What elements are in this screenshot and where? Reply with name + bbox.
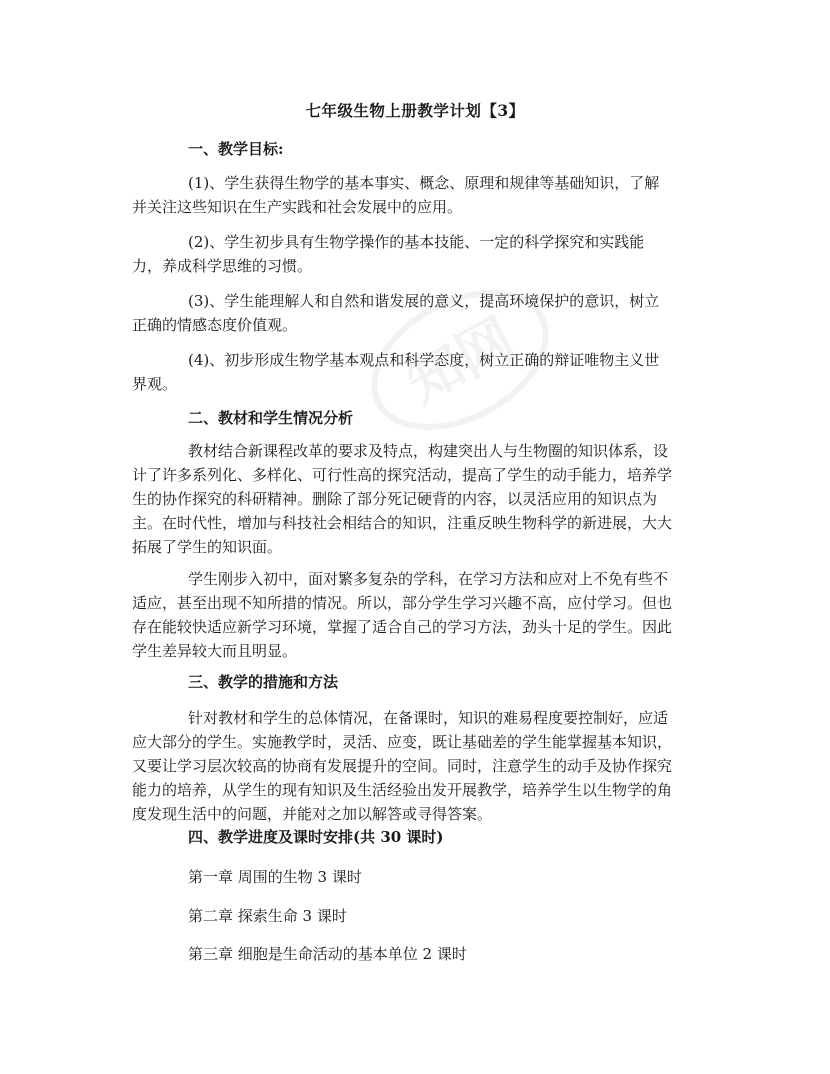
chapter-3: 第三章 细胞是生命活动的基本单位 2 课时 — [188, 945, 467, 963]
section-heading-schedule: 四、教学进度及课时安排(共 30 课时) — [188, 828, 444, 846]
paragraph-objective-1: (1)、学生获得生物学的基本事实、概念、原理和规律等基础知识，了解 并关注这些知识在生产实践和社会发展中的应用。 — [132, 174, 660, 216]
section-heading-analysis: 二、教材和学生情况分析 — [188, 409, 354, 427]
paragraph-objective-3: (3)、学生能理解人和自然和谐发展的意义，提高环境保护的意识，树立 正确的情感态度价值观。 — [132, 292, 660, 334]
chapter-1: 第一章 周围的生物 3 课时 — [188, 868, 362, 886]
section-heading-objectives: 一、教学目标: — [188, 140, 284, 158]
section-heading-methods: 三、教学的措施和方法 — [188, 673, 339, 691]
document-title: 七年级生物上册教学计划【3】 — [305, 101, 525, 120]
paragraph-methods: 针对教材和学生的总体情况，在备课时，知识的难易程度要控制好，应适 应大部分的学生。实施教学时，灵活、应变，既让基础差的学生能掌握基本知识， 又要让学习层次较高的协商有发展提升的空间。同时，注意学生的动手及协作探究 能力的培养，从学生的现有知识及生活经验出发开展教学，培养学生以生物学的角 度发现生活中的问题，并能对之加以解答或寻得答案。 — [132, 709, 673, 823]
svg-text:知网: 知网 — [396, 306, 526, 417]
paragraph-textbook-analysis: 教材结合新课程改革的要求及特点，构建突出人与生物圈的知识体系，设 计了许多系列化、多样化、可行性高的探究活动，提高了学生的动手能力，培养学 生的协作探究的科研精神。删除了部分死记硬背的内容，以灵活应用的知识点为 主。在时代性，增加与科技社会相结合的知识，注重反映生物科学的新进展，大大 拓展了学生的知识面。 — [132, 442, 673, 556]
paragraph-objective-2: (2)、学生初步具有生物学操作的基本技能、一定的科学探究和实践能 力，养成科学思维的习惯。 — [132, 233, 645, 275]
paragraph-objective-4: (4)、初步形成生物学基本观点和科学态度，树立正确的辩证唯物主义世 界观。 — [132, 351, 660, 393]
chapter-2: 第二章 探索生命 3 课时 — [188, 907, 347, 925]
paragraph-student-analysis: 学生刚步入初中，面对繁多复杂的学科，在学习方法和应对上不免有些不 适应，甚至出现不知所措的情况。所以，部分学生学习兴趣不高，应付学习。但也 存在能较快适应新学习环境，掌握了适合自己的学习方法，劲头十足的学生。因此 学生差异较大而且明显。 — [132, 570, 673, 660]
